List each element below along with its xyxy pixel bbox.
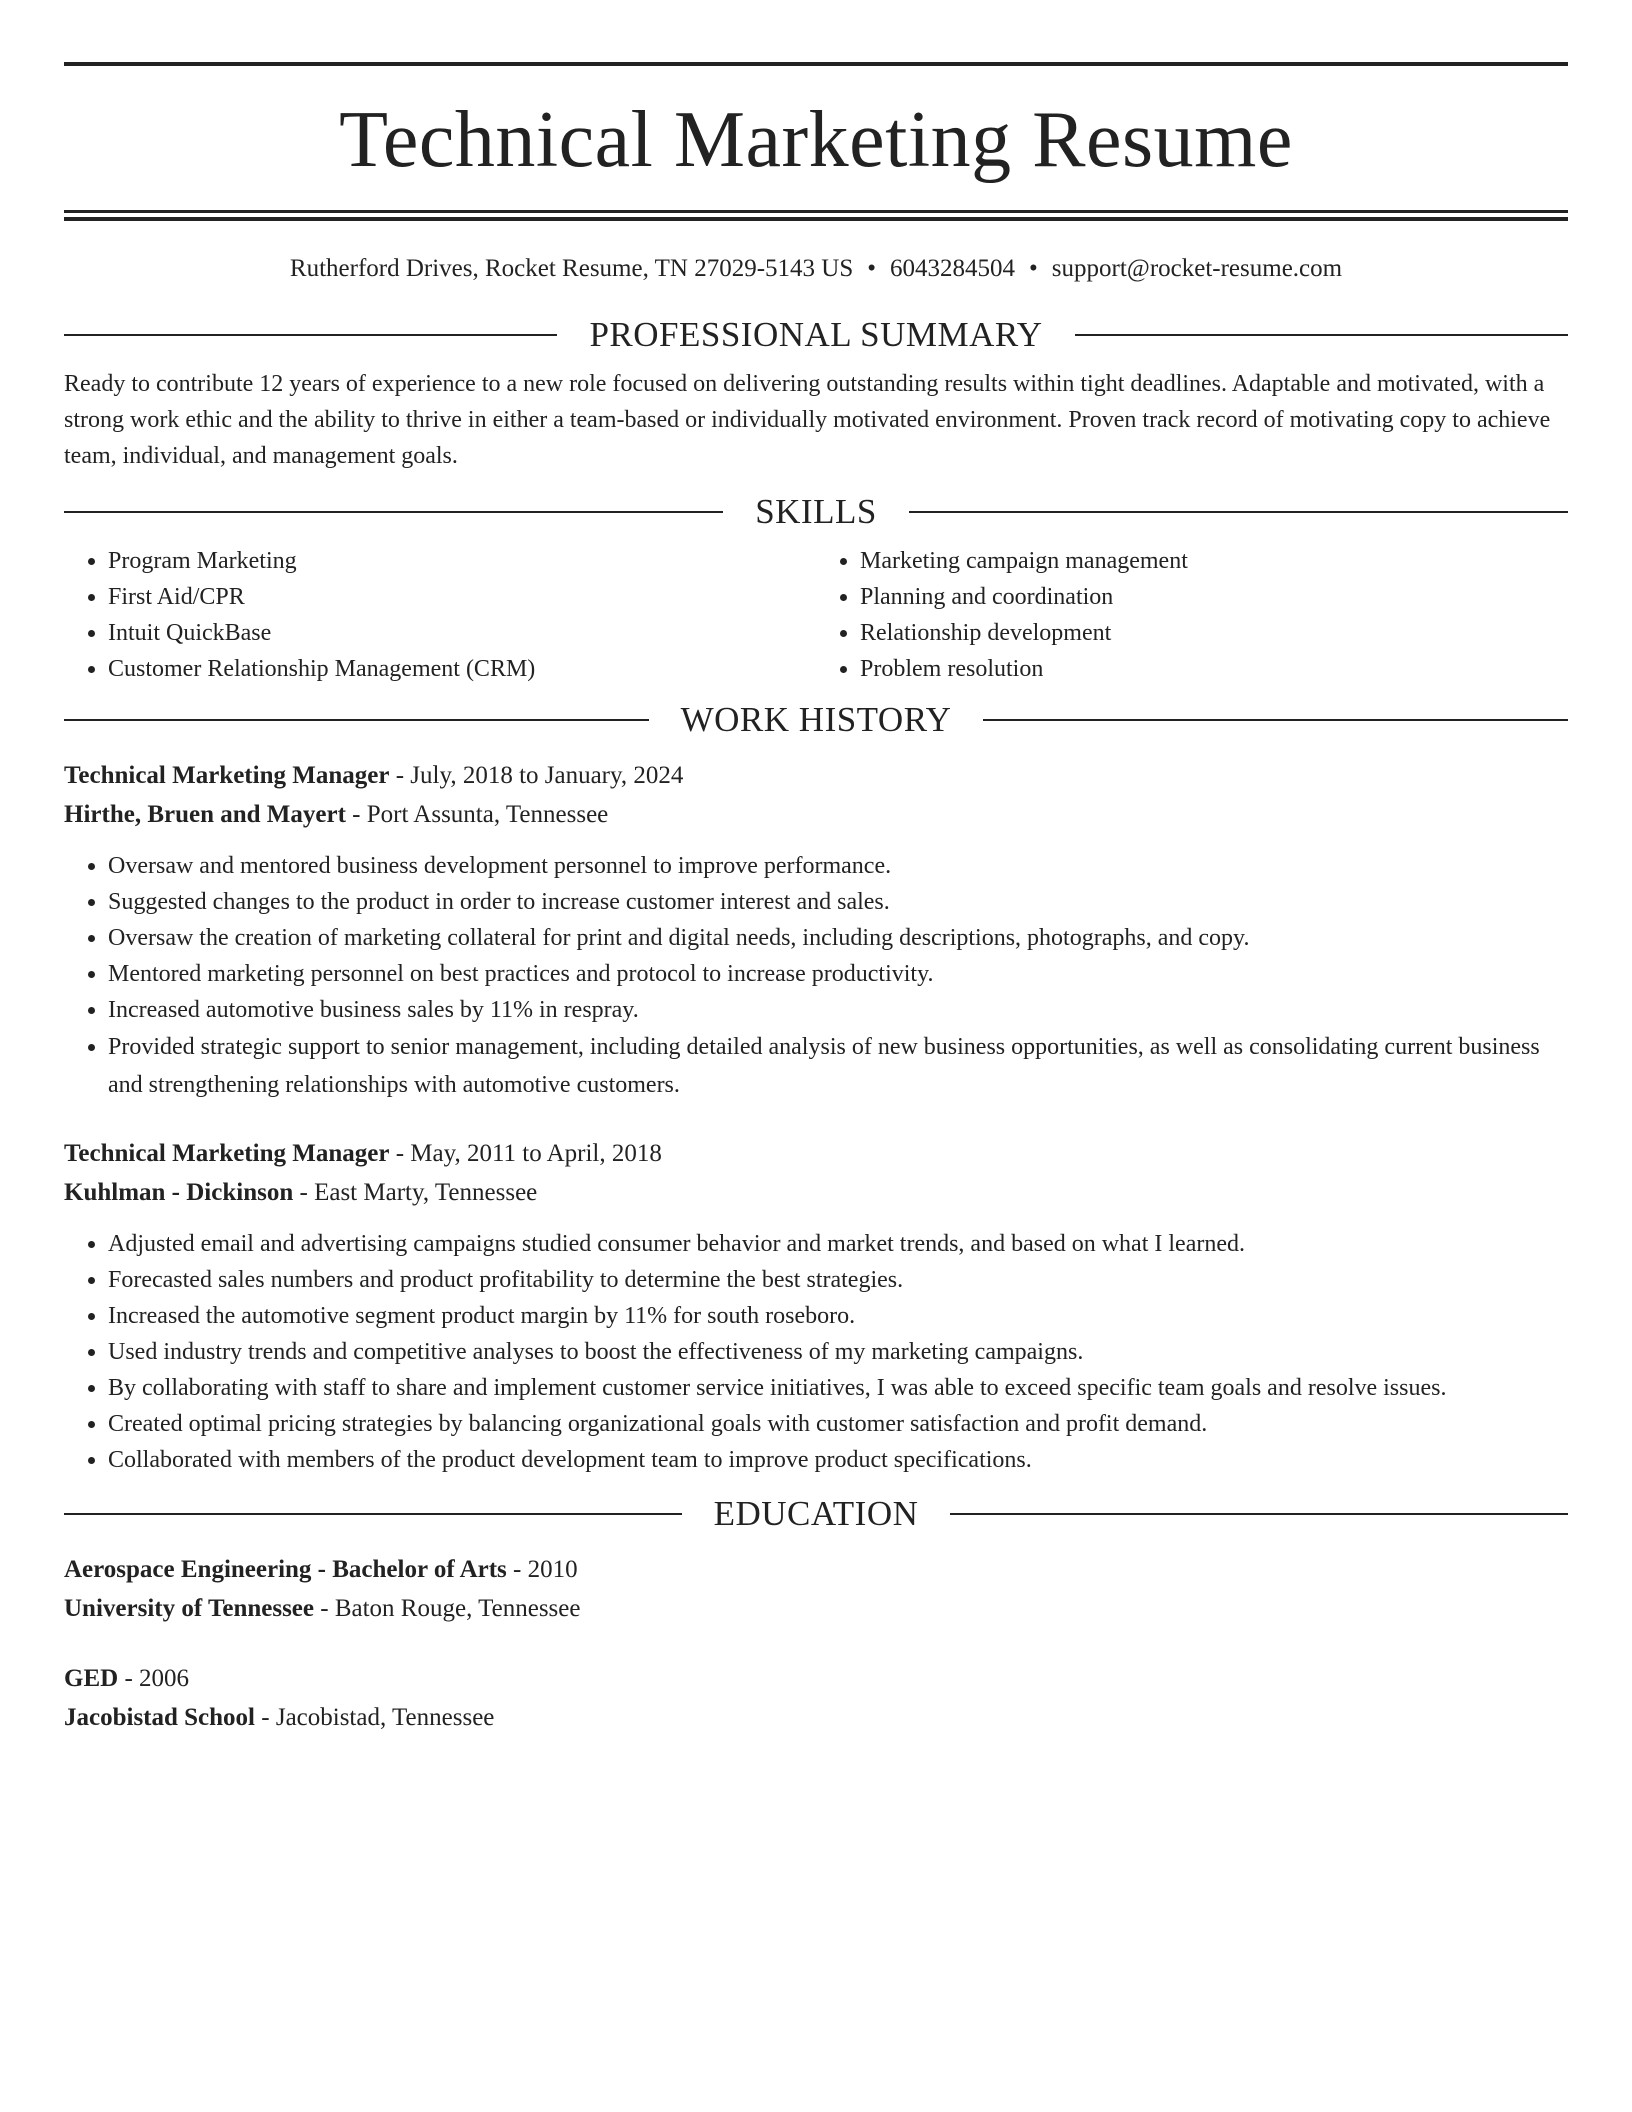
- education-degree-line: [64, 1659, 1568, 1698]
- skills-column-left: [64, 543, 816, 687]
- skill-item: • Customer Relationship Management (CRM): [108, 651, 816, 687]
- section-header-education: [64, 1496, 1568, 1531]
- education-entry: [64, 1550, 1568, 1628]
- education-degree: GED: [64, 1665, 119, 1692]
- education-year: - 2010: [506, 1556, 578, 1583]
- education-school-line: [64, 1698, 1568, 1737]
- contact-line: [64, 254, 1568, 284]
- job-title: Technical Marketing Manager: [64, 762, 390, 789]
- job-location: - East Marty, Tennessee: [293, 1179, 538, 1206]
- education-school: Jacobistad School: [64, 1704, 256, 1731]
- contact-address: Rutherford Drives, Rocket Resume, TN 27029-5143 US: [289, 255, 854, 282]
- job-bullet: • Increased automotive business sales by 11% in respray.: [108, 992, 1568, 1028]
- education-location: - Jacobistad, Tennessee: [255, 1704, 495, 1731]
- title-double-rule: [64, 210, 1568, 221]
- education-school: University of Tennessee: [64, 1595, 314, 1622]
- section-rule: [64, 719, 649, 721]
- job-company: Kuhlman - Dickinson: [64, 1179, 294, 1206]
- section-title-education: EDUCATION: [713, 1494, 919, 1533]
- job-entry: [64, 1134, 1568, 1478]
- section-rule: [64, 1513, 682, 1515]
- job-bullet: • Adjusted email and advertising campaigns studied consumer behavior and market trends, and based on what I learned.: [108, 1226, 1568, 1262]
- skill-item: • Relationship development: [860, 615, 1568, 651]
- education-degree: Aerospace Engineering - Bachelor of Arts: [64, 1556, 507, 1583]
- job-entry: [64, 756, 1568, 1104]
- contact-separator: •: [1029, 255, 1038, 282]
- education-school-line: [64, 1589, 1568, 1628]
- contact-separator: •: [867, 255, 877, 282]
- section-title-skills: SKILLS: [755, 492, 877, 531]
- section-rule: [983, 719, 1568, 721]
- job-bullets: [64, 848, 1568, 1104]
- job-dates: - May, 2011 to April, 2018: [389, 1140, 662, 1167]
- education-degree-line: [64, 1550, 1568, 1589]
- section-title-work: WORK HISTORY: [680, 700, 952, 739]
- section-header-summary: [64, 317, 1568, 352]
- job-bullet: • Used industry trends and competitive analyses to boost the effectiveness of my marketing campaigns.: [108, 1334, 1568, 1370]
- job-bullet: • By collaborating with staff to share and implement customer service initiatives, I was able to exceed specific team goals and resolve issues.: [108, 1370, 1568, 1406]
- education-year: - 2006: [118, 1665, 190, 1692]
- job-company-line: [64, 1173, 1568, 1212]
- job-bullet: • Oversaw and mentored business development personnel to improve performance.: [108, 848, 1568, 884]
- job-title-line: [64, 756, 1568, 795]
- top-rule: [64, 62, 1568, 66]
- job-title-line: [64, 1134, 1568, 1173]
- contact-email: support@rocket-resume.com: [1051, 255, 1343, 282]
- job-dates: - July, 2018 to January, 2024: [389, 762, 684, 789]
- job-bullet: • Oversaw the creation of marketing collateral for print and digital needs, including descriptions, photographs, and copy.: [108, 920, 1568, 956]
- skill-item: • Planning and coordination: [860, 579, 1568, 615]
- resume-title: Technical Marketing Resume: [339, 96, 1293, 184]
- summary-text: Ready to contribute 12 years of experience to a new role focused on delivering outstanding results within tight deadlines. Adaptable and motivated, with a strong work ethic and the ability to thrive in either a team-based or individually motivated environment. Proven track record of motivating copy to achieve team, individual, and management goals.: [64, 371, 1551, 469]
- job-company-line: [64, 795, 1568, 834]
- section-header-work: [64, 702, 1568, 737]
- section-header-skills: [64, 494, 1568, 529]
- job-bullet: • Increased the automotive segment product margin by 11% for south roseboro.: [108, 1298, 1568, 1334]
- job-bullet: • Mentored marketing personnel on best practices and protocol to increase productivity.: [108, 956, 1568, 992]
- section-rule: [64, 511, 723, 513]
- skill-item: • Problem resolution: [860, 651, 1568, 687]
- section-rule: [909, 511, 1568, 513]
- job-bullets: [64, 1226, 1568, 1478]
- skill-item: • Intuit QuickBase: [108, 615, 816, 651]
- job-location: - Port Assunta, Tennessee: [345, 801, 609, 828]
- education-location: - Baton Rouge, Tennessee: [314, 1595, 581, 1622]
- job-bullet: • Forecasted sales numbers and product profitability to determine the best strategies.: [108, 1262, 1568, 1298]
- contact-phone: 6043284504: [890, 255, 1016, 282]
- section-title-summary: PROFESSIONAL SUMMARY: [589, 315, 1043, 354]
- education-entry: [64, 1659, 1568, 1737]
- job-bullet: • Created optimal pricing strategies by balancing organizational goals with customer satisfaction and profit demand.: [108, 1406, 1568, 1442]
- section-rule: [1075, 334, 1568, 336]
- skill-item: • Program Marketing: [108, 543, 816, 579]
- skill-item: • Marketing campaign management: [860, 543, 1568, 579]
- skill-item: • First Aid/CPR: [108, 579, 816, 615]
- job-bullet: • Provided strategic support to senior management, including detailed analysis of new business opportunities, as well as consolidating current business and strengthening relationships with automotive customers.: [108, 1028, 1568, 1104]
- section-rule: [950, 1513, 1568, 1515]
- job-bullet: • Suggested changes to the product in order to increase customer interest and sales.: [108, 884, 1568, 920]
- job-title: Technical Marketing Manager: [64, 1140, 390, 1167]
- skills-column-right: [816, 543, 1568, 687]
- skills-list: [64, 543, 1568, 687]
- section-rule: [64, 334, 557, 336]
- job-bullet: • Collaborated with members of the product development team to improve product specifications.: [108, 1442, 1568, 1478]
- job-company: Hirthe, Bruen and Mayert: [64, 801, 346, 828]
